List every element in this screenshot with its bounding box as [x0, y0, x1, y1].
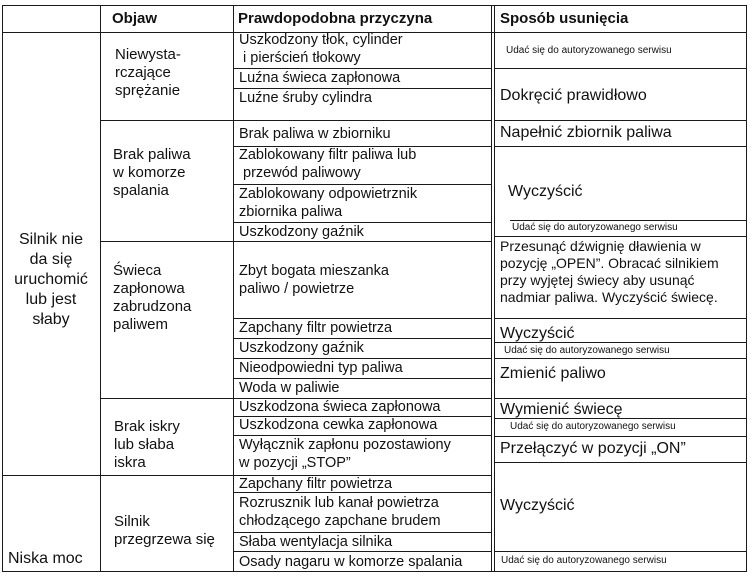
remedy-divider — [494, 120, 747, 121]
symptom-compression: Niewysta- rczające sprężanie — [115, 46, 181, 99]
symptom-divider-1 — [100, 120, 234, 121]
col-divider-1 — [100, 5, 101, 572]
col-divider-3b — [494, 5, 495, 572]
cause-divider — [233, 120, 492, 121]
remedy-item: Udać się do autoryzowanego serwisu — [510, 421, 676, 432]
problem-low-power: Niska moc — [8, 550, 83, 567]
remedy-divider — [494, 318, 747, 319]
cause-item: Zablokowany odpowietrznik zbiornika paliwa — [239, 186, 418, 220]
cause-item: Uszkodzony tłok, cylinder i pierścień tłokowy — [239, 32, 403, 66]
col-divider-2 — [233, 5, 234, 572]
cause-item: Uszkodzony gaźnik — [239, 340, 364, 356]
remedy-divider — [494, 551, 747, 552]
cause-item: Woda w paliwie — [239, 380, 340, 396]
cause-item: Zbyt bogata mieszanka paliwo / powietrze — [239, 263, 389, 297]
symptom-no-fuel: Brak paliwa w komorze spalania — [113, 146, 191, 199]
remedy-item: Przełączyć w pozycji „ON” — [500, 440, 686, 457]
cause-item: Rozrusznik lub kanał powietrza chłodzącego zapchane brudem — [239, 495, 441, 529]
header-remedy: Sposób usunięcia — [500, 10, 629, 27]
remedy-divider — [494, 398, 747, 399]
symptom-divider-4 — [100, 475, 234, 476]
cause-item: Uszkodzona cewka zapłonowa — [239, 417, 438, 433]
symptom-no-spark: Brak iskry lub słaba iskra — [114, 418, 180, 471]
remedy-item: Wyczyścić — [508, 183, 583, 200]
remedy-divider — [494, 146, 747, 147]
symptom-overheat: Silnik przegrzewa się — [114, 513, 215, 548]
remedy-divider — [494, 358, 747, 359]
remedy-item: Wymienić świecę — [500, 401, 623, 418]
cause-item: Zablokowany filtr paliwa lub przewód paliwowy — [239, 147, 417, 181]
symptom-fouled-plug: Świeca zapłonowa zabrudzona paliwem — [113, 262, 192, 333]
remedy-divider — [494, 68, 747, 69]
problem-divider — [2, 475, 101, 476]
remedy-item: Napełnić zbiornik paliwa — [500, 124, 672, 141]
cause-item: Nieodpowiedni typ paliwa — [239, 360, 403, 376]
remedy-item: Zmienić paliwo — [500, 365, 606, 382]
col-divider-3a — [491, 5, 492, 572]
cause-item: Osady nagaru w komorze spalania — [239, 554, 463, 570]
cause-divider — [233, 551, 492, 552]
cause-item: Luźne śruby cylindra — [239, 90, 372, 106]
cause-item: Słaba wentylacja silnika — [239, 534, 393, 550]
remedy-divider — [494, 436, 747, 437]
remedy-item: Udać się do autoryzowanego serwisu — [501, 555, 667, 566]
remedy-item: Wyczyścić — [500, 497, 575, 514]
remedy-item: Przesunąć dźwignię dławienia w pozycję „OPEN”. Obracać silnikiem przy wyjętej świecy aby usunąć nadmiar paliwa. Wyczyścić świecę. — [500, 238, 719, 305]
table-border-bottom — [2, 571, 747, 572]
cause-item: Uszkodzony gaźnik — [239, 224, 364, 240]
remedy-divider — [510, 220, 747, 221]
cause-item: Zapchany filtr powietrza — [239, 476, 393, 492]
remedy-divider — [494, 462, 747, 463]
cause-item: Uszkodzona świeca zapłonowa — [239, 399, 441, 415]
cause-item: Zapchany filtr powietrza — [239, 320, 393, 336]
cause-item: Luźna świeca zapłonowa — [239, 70, 401, 86]
symptom-divider-2 — [100, 241, 234, 242]
remedy-item: Udać się do autoryzowanego serwisu — [506, 45, 672, 56]
table-border-left — [2, 5, 3, 572]
problem-no-start: Silnik nie da się uruchomić lub jest słaby — [14, 231, 88, 328]
table-border-top — [2, 5, 747, 6]
header-symptom: Objaw — [112, 10, 158, 27]
cause-divider — [233, 241, 492, 242]
table-border-right — [746, 5, 747, 572]
header-cause: Prawdopodobna przyczyna — [238, 10, 433, 27]
remedy-divider — [494, 236, 747, 237]
cause-item: Wyłącznik zapłonu pozostawiony w pozycji „STOP” — [239, 437, 451, 471]
cause-item: Brak paliwa w zbiorniku — [239, 126, 391, 142]
remedy-item: Dokręcić prawidłowo — [500, 87, 647, 104]
remedy-item: Udać się do autoryzowanego serwisu — [504, 345, 670, 356]
remedy-item: Udać się do autoryzowanego serwisu — [512, 222, 678, 233]
symptom-divider-3 — [100, 398, 234, 399]
remedy-item: Wyczyścić — [500, 325, 575, 342]
